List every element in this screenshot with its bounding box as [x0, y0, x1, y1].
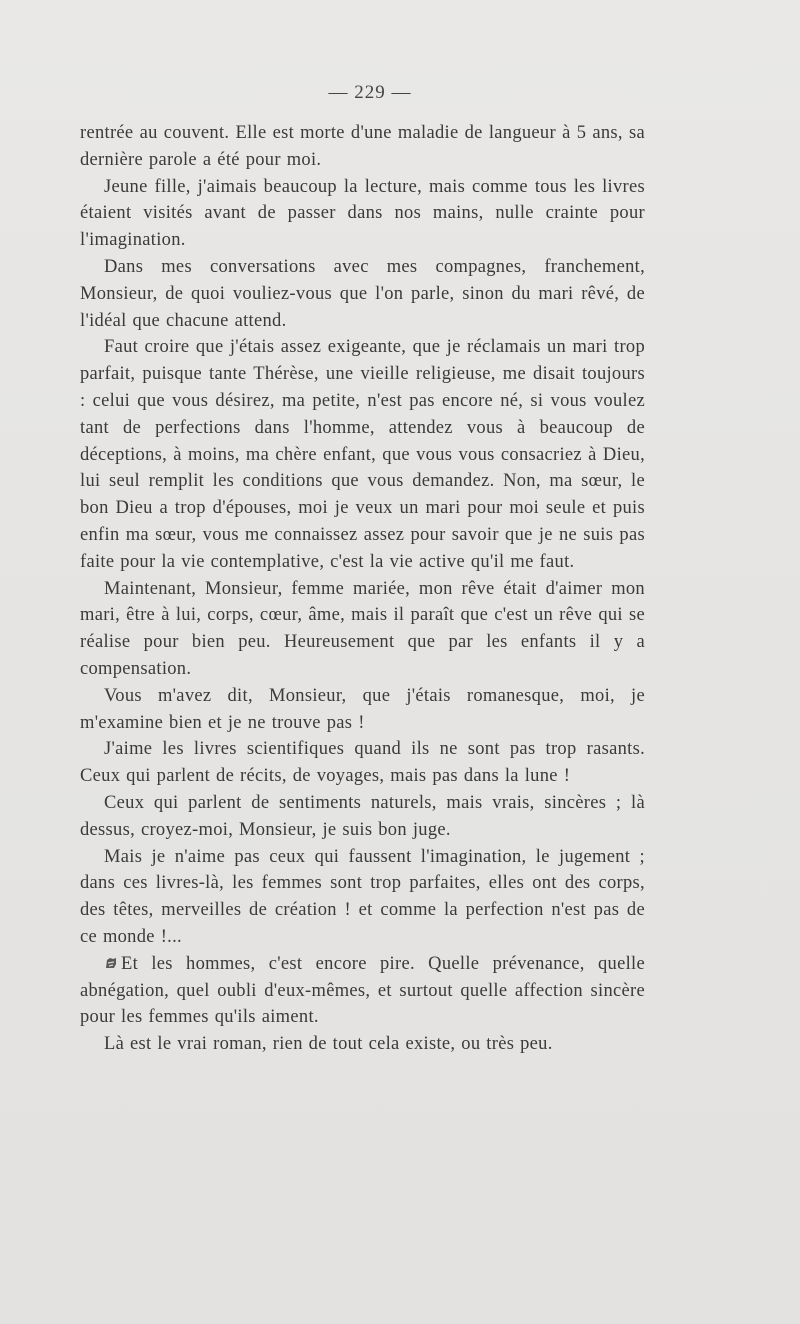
paragraph-10-text: Et les hommes, c'est encore pire. Quelle prévenance, quelle abnégation, quel oubli d'eux-mêmes, et surtout quelle affection sincère pour les femmes qu'ils aiment.: [80, 953, 645, 1028]
paragraph-3: Dans mes conversations avec mes compagnes, franchement, Monsieur, de quoi vouliez-vous que l'on parle, sinon du mari rêvé, de l'idéal que chacune attend.: [80, 256, 645, 331]
paragraph-8: Ceux qui parlent de sentiments naturels, mais vrais, sincères ; là dessus, croyez-moi, Monsieur, je suis bon juge.: [80, 792, 645, 840]
paragraph-1: rentrée au couvent. Elle est morte d'une maladie de langueur à 5 ans, sa dernière parole a été pour moi.: [80, 123, 645, 170]
paragraph-9: Mais je n'aime pas ceux qui faussent l'imagination, le jugement ; dans ces livres-là, les femmes sont trop parfaites, elles ont des corps, des têtes, merveilles de création ! et comme la perfection n'est pas de ce monde !...: [80, 846, 645, 947]
paragraph-11: Là est le vrai roman, rien de tout cela existe, ou très peu.: [104, 1034, 553, 1055]
paragraph-6: Vous m'avez dit, Monsieur, que j'étais romanesque, moi, je m'examine bien et je ne trouve pas !: [80, 685, 645, 733]
body-text: [80, 120, 645, 1058]
paragraph-4: Faut croire que j'étais assez exigeante, que je réclamais un mari trop parfait, puisque tante Thérèse, une vieille religieuse, me disait toujours : celui que vous désirez, ma petite, n'est pas encore né, si vous voulez tant de perfections dans l'homme, attendez vous à beaucoup de déceptions, à moins, ma chère enfant, que vous vous consacriez à Dieu, lui seul remplit les conditions que vous demandez. Non, ma sœur, le bon Dieu a trop d'épouses, moi je veux un mari pour moi seule et puis enfin ma sœur, vous me connaissez assez pour savoir que je ne suis pas faite pour la vie contemplative, c'est la vie active qu'il me faut.: [80, 337, 645, 572]
paragraph-7: J'aime les livres scientifiques quand ils ne sont pas trop rasants. Ceux qui parlent de récits, de voyages, mais pas dans la lune !: [80, 739, 645, 787]
paragraph-10: [80, 951, 645, 1031]
paragraph-2: Jeune fille, j'aimais beaucoup la lecture, mais comme tous les livres étaient visités avant de passer dans nos mains, nulle crainte pour l'imagination.: [80, 176, 645, 251]
paragraph-5: Maintenant, Monsieur, femme mariée, mon rêve était d'aimer mon mari, être à lui, corps, cœur, âme, mais il paraît que c'est un rêve qui se réalise pour bien peu. Heureusement que par les enfants il y a compensation.: [80, 578, 645, 679]
page-number: — 229 —: [328, 82, 412, 103]
ink-blot-icon: [104, 956, 118, 970]
